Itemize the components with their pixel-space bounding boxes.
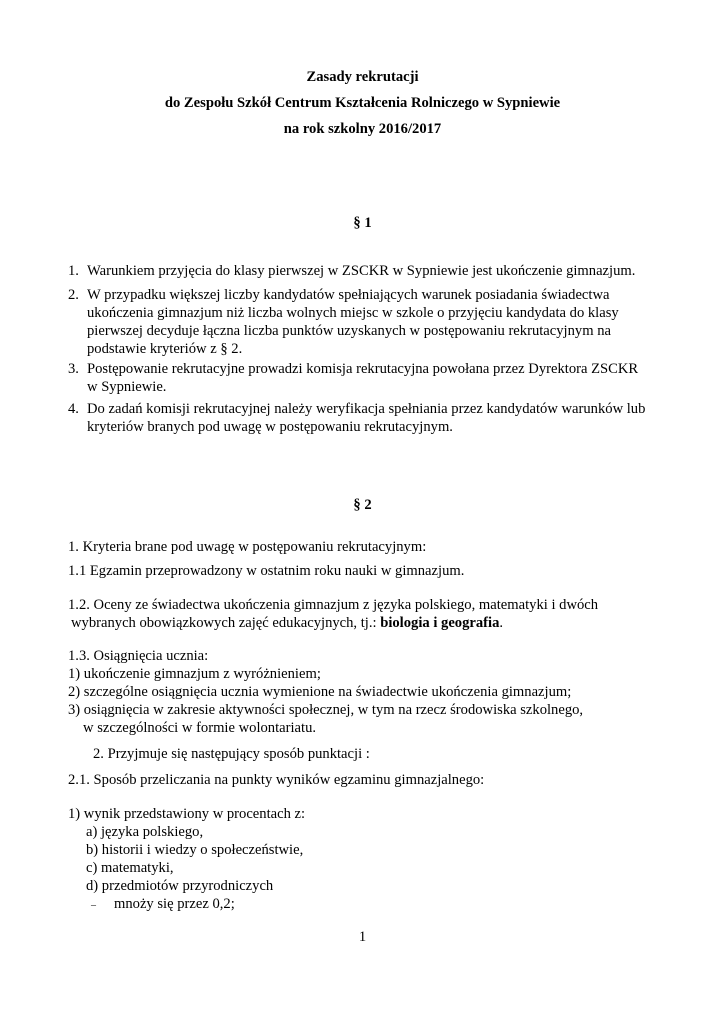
item-text: Warunkiem przyjęcia do klasy pierwszej w ZSCKR w Sypniewie jest ukończenie gimnazjum. bbox=[87, 263, 636, 279]
section-2-heading: § 2 bbox=[353, 497, 372, 513]
criterion-1-2-line1: 1.2. Oceny ze świadectwa ukończenia gimnazjum z języka polskiego, matematyki i dwóch bbox=[68, 597, 599, 613]
item-text: w Sypniewie. bbox=[87, 379, 167, 395]
scoring-heading: 2. Przyjmuje się następujący sposób punktacji : bbox=[93, 746, 370, 762]
criterion-1-1: 1.1 Egzamin przeprowadzony w ostatnim roku nauki w gimnazjum. bbox=[68, 563, 465, 579]
multiplier-text: mnoży się przez 0,2; bbox=[114, 896, 235, 912]
exam-result-heading: 1) wynik przedstawiony w procentach z: bbox=[68, 806, 306, 822]
achievement-item-3-continued: w szczególności w formie wolontariatu. bbox=[83, 720, 317, 736]
item-number: 4. bbox=[68, 401, 79, 417]
item-text: kryteriów branych pod uwagę w postępowaniu rekrutacyjnym. bbox=[87, 419, 453, 435]
doc-title-line1: Zasady rekrutacji bbox=[306, 69, 419, 85]
item-text: Do zadań komisji rekrutacyjnej należy weryfikacja spełniania przez kandydatów warunków lub bbox=[87, 401, 646, 417]
criteria-heading: 1. Kryteria brane pod uwagę w postępowaniu rekrutacyjnym: bbox=[68, 539, 427, 555]
doc-title-line3: na rok szkolny 2016/2017 bbox=[283, 121, 442, 137]
item-text: Postępowanie rekrutacyjne prowadzi komisja rekrutacyjna powołana przez Dyrektora ZSCKR bbox=[87, 361, 639, 377]
item-text: W przypadku większej liczby kandydatów spełniających warunek posiadania świadectwa bbox=[87, 287, 610, 303]
achievement-item-1: 1) ukończenie gimnazjum z wyróżnieniem; bbox=[68, 666, 321, 682]
achievement-item-2: 2) szczególne osiągnięcia ucznia wymienione na świadectwie ukończenia gimnazjum; bbox=[68, 684, 572, 700]
criterion-1-2-period: . bbox=[499, 615, 504, 631]
item-number: 1. bbox=[68, 263, 79, 279]
section-1-heading: § 1 bbox=[353, 215, 372, 231]
scoring-2-1: 2.1. Sposób przeliczania na punkty wyników egzaminu gimnazjalnego: bbox=[68, 772, 485, 788]
subject-item: a) języka polskiego, bbox=[86, 824, 204, 840]
subject-item: d) przedmiotów przyrodniczych bbox=[86, 878, 274, 894]
criterion-1-2-subjects: biologia i geografia bbox=[380, 615, 500, 631]
page-number: 1 bbox=[358, 929, 367, 945]
achievements-heading: 1.3. Osiągnięcia ucznia: bbox=[68, 648, 209, 664]
item-number: 3. bbox=[68, 361, 79, 377]
criterion-1-2-line2 bbox=[71, 614, 503, 632]
item-text: podstawie kryteriów z § 2. bbox=[87, 341, 243, 357]
dash-bullet: – bbox=[91, 900, 96, 911]
item-text: pierwszej decyduje łączna liczba punktów uzyskanych w postępowaniu rekrutacyjnym na bbox=[87, 323, 611, 339]
item-text: ukończenia gimnazjum niż liczba wolnych miejsc w szkole o przyjęciu kandydata do klasy bbox=[87, 305, 619, 321]
achievement-item-3: 3) osiągnięcia w zakresie aktywności społecznej, w tym na rzecz środowiska szkolnego, bbox=[68, 702, 584, 718]
subject-item: c) matematyki, bbox=[86, 860, 174, 876]
doc-title-line2: do Zespołu Szkół Centrum Kształcenia Rolniczego w Sypniewie bbox=[164, 95, 561, 111]
subject-item: b) historii i wiedzy o społeczeństwie, bbox=[86, 842, 304, 858]
item-number: 2. bbox=[68, 287, 79, 303]
criterion-1-2-text: wybranych obowiązkowych zajęć edukacyjnych, tj.: bbox=[71, 615, 381, 631]
